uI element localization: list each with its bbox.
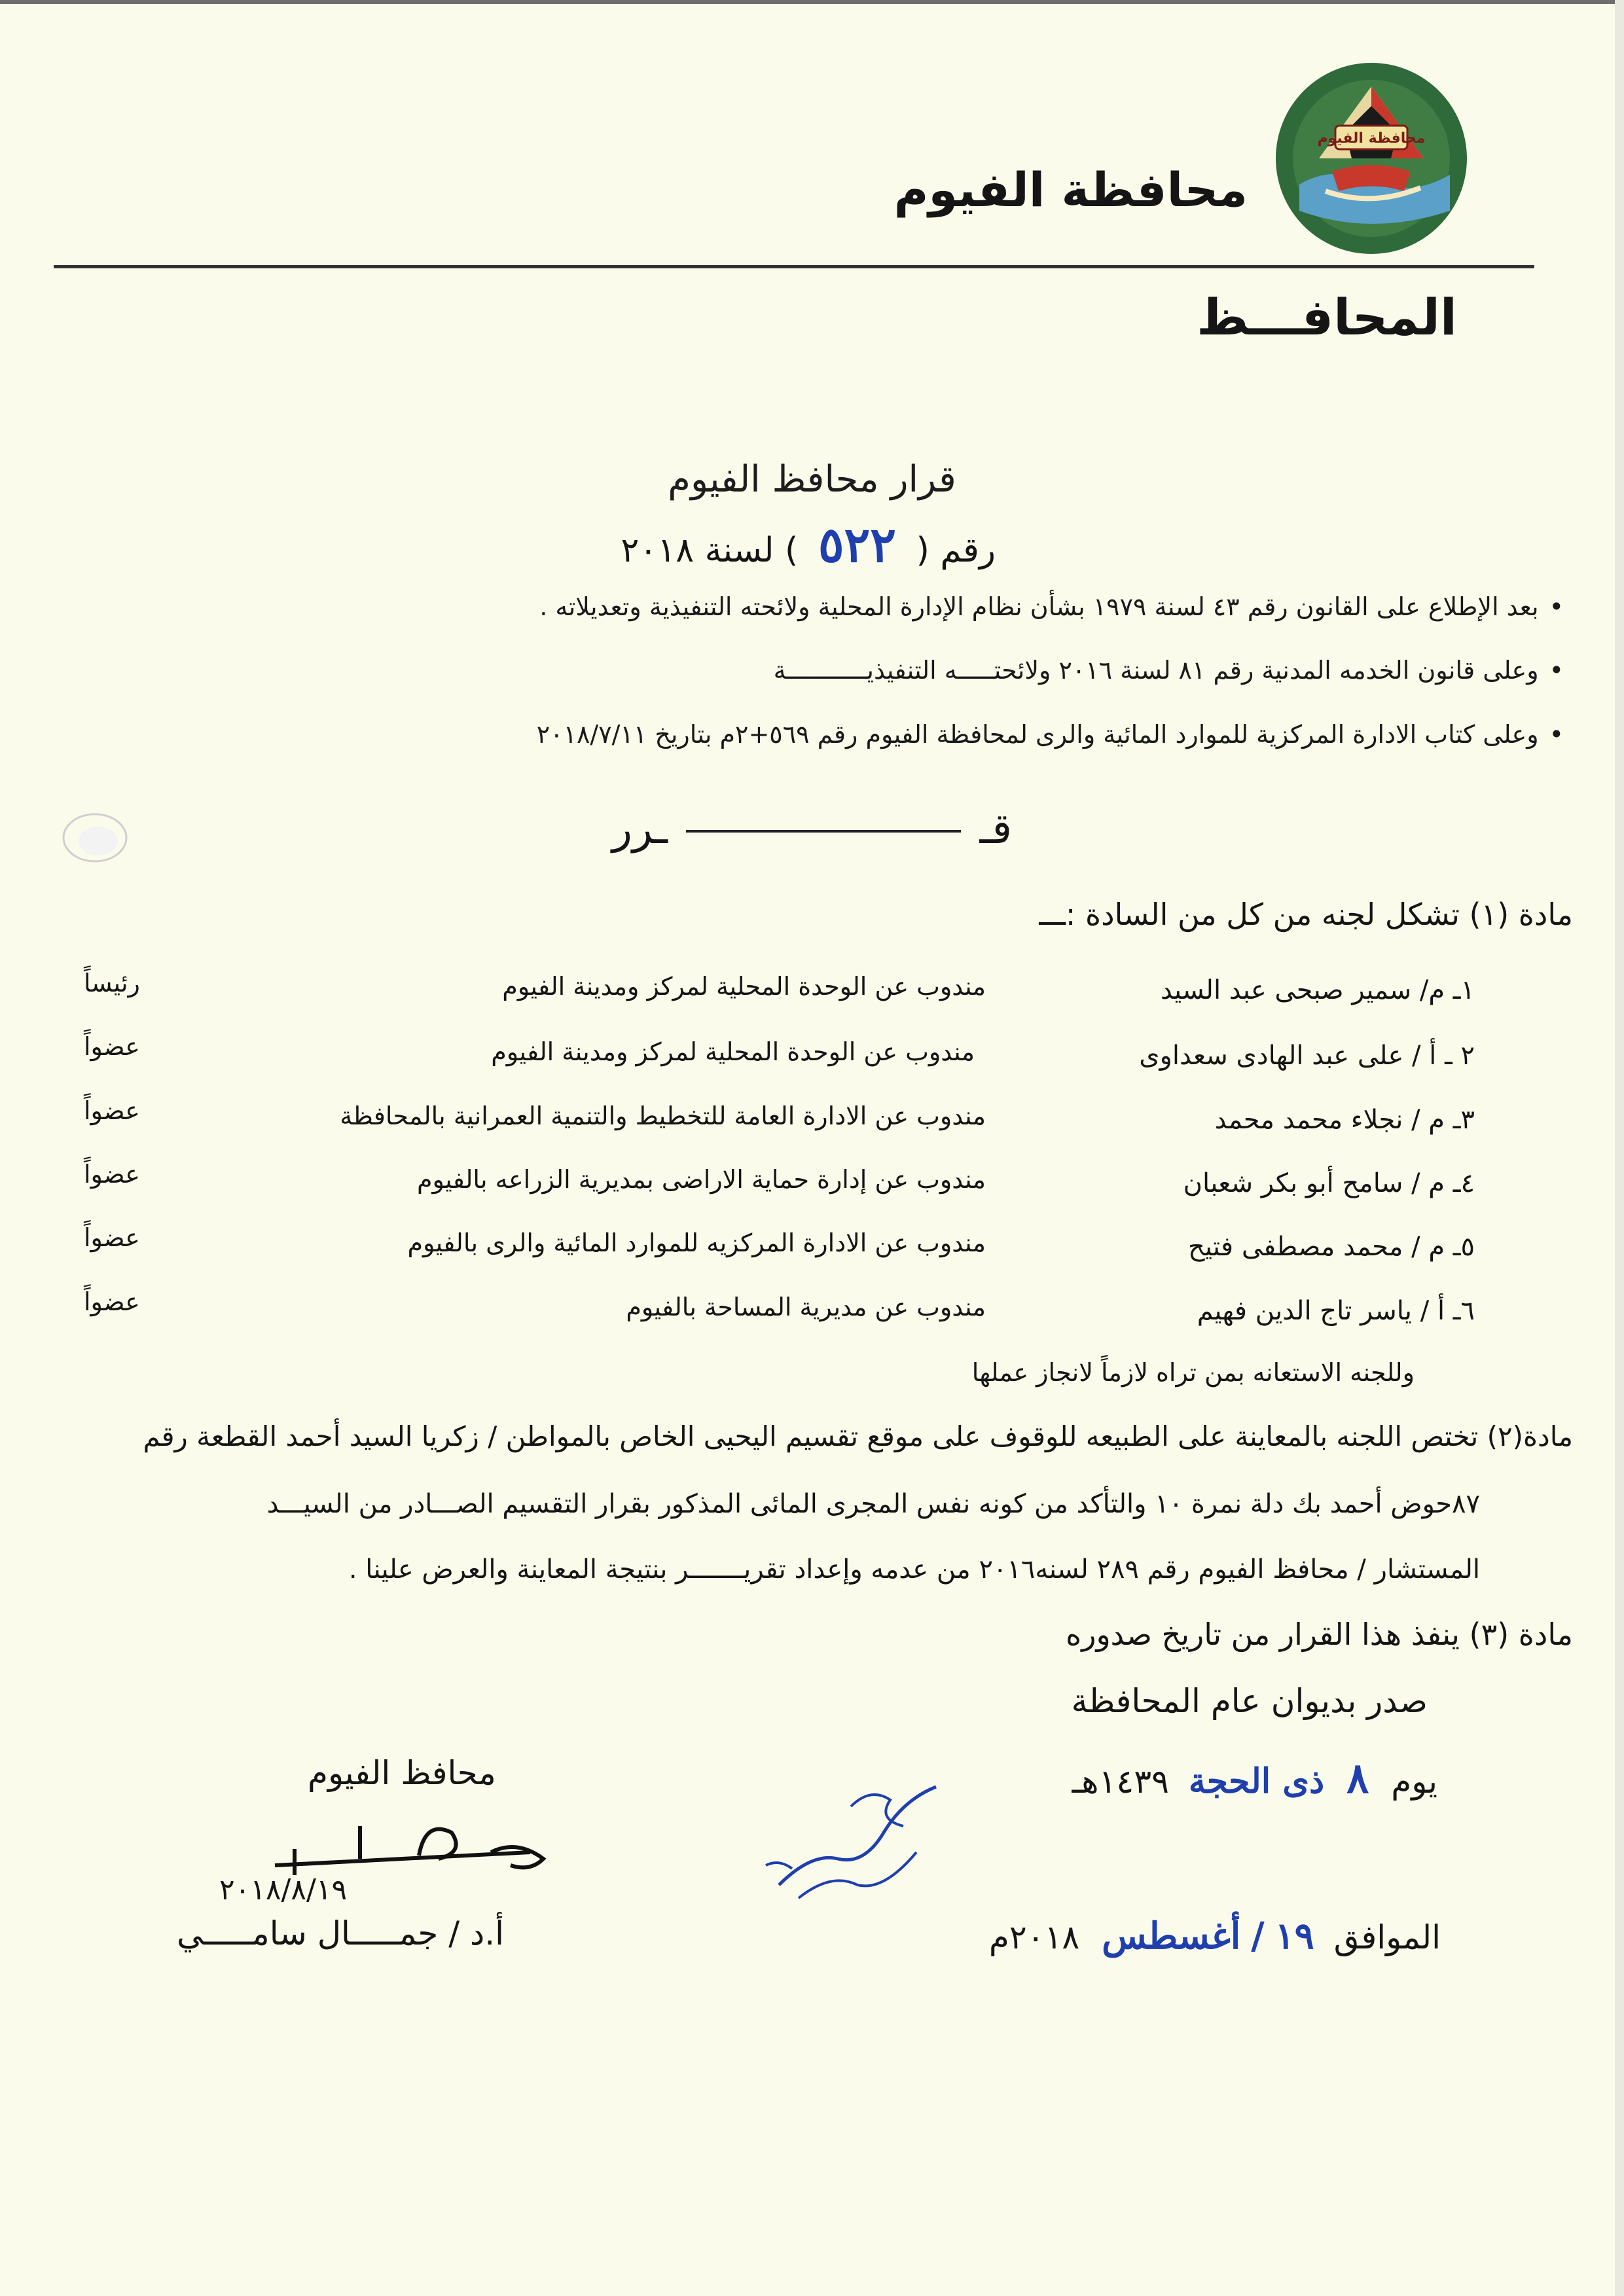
member-2-name: ٢ ـ أ / على عبد الهادى سعداوى [1139, 1041, 1475, 1071]
preamble-item-1: • بعد الإطلاع على القانون رقم ٤٣ لسنة ١٩٧٩ بشأن نظام الإدارة المحلية ولائحته التنفيذية وتعديلاته . [539, 592, 1564, 621]
signature-date: ٢٠١٨/٨/١٩ [219, 1873, 348, 1907]
issuance-hijri-date [1072, 1754, 1438, 1803]
member-6-title: عضواً [84, 1287, 140, 1316]
scan-right-edge [1615, 0, 1624, 2296]
member-2-role: مندوب عن الوحدة المحلية لمركز ومدينة الفيوم [491, 1037, 975, 1066]
article-1-heading: مادة (١) تشكل لجنه من كل من السادة :ـــ [1039, 897, 1573, 932]
member-6-role: مندوب عن مديرية المساحة بالفيوم [626, 1293, 986, 1321]
decree-number-handwritten: ٥٢٢ [818, 517, 897, 573]
gregorian-month-handwritten: أغسطس [1102, 1914, 1241, 1958]
member-4-role: مندوب عن إدارة حماية الاراضى بمديرية الزراعه بالفيوم [416, 1165, 986, 1194]
member-3-title: عضواً [84, 1096, 140, 1125]
member-2-title: عضواً [84, 1032, 140, 1061]
gregorian-label: الموافق [1333, 1918, 1441, 1956]
member-5-name: ٥ـ م / محمد مصطفى فتيح [1188, 1232, 1475, 1262]
decided-first-letter: ـرر [612, 805, 668, 853]
article-2-line-2: ٨٧حوض أحمد بك دلة نمرة ١٠ والتأكد من كونه نفس المجرى المائى المذكور بقرار التقسيم الصـــادر من السيـــد [266, 1489, 1480, 1519]
signatory-name: أ.د / جمـــــال سامـــــي [177, 1914, 505, 1952]
office-title: المحافـــظ [1197, 288, 1457, 346]
article-2-line-3: المستشار / محافظ الفيوم رقم ٢٨٩ لسنه٢٠١٦ من عدمه وإعداد تقريـــــــر بنتيجة المعاينة والعرض علينا . [348, 1554, 1480, 1585]
member-6-name: ٦ـ أ / ياسر تاج الدين فهيم [1197, 1296, 1475, 1326]
hijri-month-handwritten: ذى الحجة [1188, 1761, 1325, 1801]
decree-number-prefix: رقم ( [916, 531, 996, 570]
member-5-role: مندوب عن الادارة المركزيه للموارد المائية والرى بالفيوم [407, 1229, 986, 1257]
article-1-note: وللجنه الاستعانه بمن تراه لازماً لانجاز عملها [971, 1358, 1415, 1387]
decided-stretch-line [686, 830, 961, 833]
article-2-line-1: مادة(٢) تختص اللجنه بالمعاينة على الطبيعه للوقوف على موقع تقسيم اليحيى الخاص بالمواطن / زكريا السيد أحمد القطعة رقم [143, 1420, 1573, 1452]
governorate-name: محافظة الفيوم [893, 162, 1248, 217]
member-1-title: رئيساً [84, 969, 140, 997]
hijri-day-handwritten: ٨ [1346, 1754, 1369, 1803]
signatory-title: محافظ الفيوم [308, 1754, 496, 1792]
article-3-text: مادة (٣) ينفذ هذا القرار من تاريخ صدوره [1066, 1617, 1573, 1652]
decree-title: قرار محافظ الفيوم [668, 458, 956, 501]
scan-top-edge [0, 0, 1624, 4]
member-4-title: عضواً [84, 1160, 140, 1189]
gregorian-year: ٢٠١٨م [988, 1918, 1080, 1956]
member-1-role: مندوب عن الوحدة المحلية لمركز ومدينة الفيوم [502, 972, 986, 1001]
decree-number-suffix: ) لسنة ٢٠١٨ [621, 531, 799, 570]
decree-number-line [621, 517, 996, 573]
member-5-title: عضواً [84, 1223, 140, 1252]
gregorian-day-handwritten: ١٩ [1274, 1914, 1314, 1958]
reviewer-initials-handwritten [753, 1761, 962, 1918]
preamble-item-3: • وعلى كتاب الادارة المركزية للموارد المائية والرى لمحافظة الفيوم رقم ٥٦٩+٢م بتاريخ ٢٠١٨/٧/١١ [537, 720, 1564, 749]
issuance-gregorian-date: الموافق ١٩ / أغسطس ٢٠١٨م [988, 1914, 1441, 1958]
member-3-role: مندوب عن الادارة العامة للتخطيط والتنمية العمرانية بالمحافظة [340, 1102, 986, 1130]
member-4-name: ٤ـ م / سامح أبو بكر شعبان [1183, 1168, 1475, 1198]
decided-last-letters: قـ [979, 805, 1012, 853]
hijri-year: ١٤٣٩هـ [1072, 1763, 1169, 1801]
issuance-place: صدر بديوان عام المحافظة [1071, 1682, 1428, 1720]
hijri-day-label: يوم [1391, 1763, 1437, 1801]
governorate-logo-emblem [1273, 60, 1470, 257]
logo-lettering: محافظة الفيوم [1317, 130, 1426, 147]
decided-heading [0, 805, 1624, 853]
member-1-name: ١ـ م/ سمير صبحى عبد السيد [1161, 975, 1475, 1005]
header-divider [54, 265, 1534, 268]
preamble-item-2: • وعلى قانون الخدمه المدنية رقم ٨١ لسنة ٢٠١٦ ولائحتـــــه التنفيذيـــــــــــة [774, 656, 1564, 685]
member-3-name: ٣ـ م / نجلاء محمد محمد [1214, 1105, 1475, 1135]
